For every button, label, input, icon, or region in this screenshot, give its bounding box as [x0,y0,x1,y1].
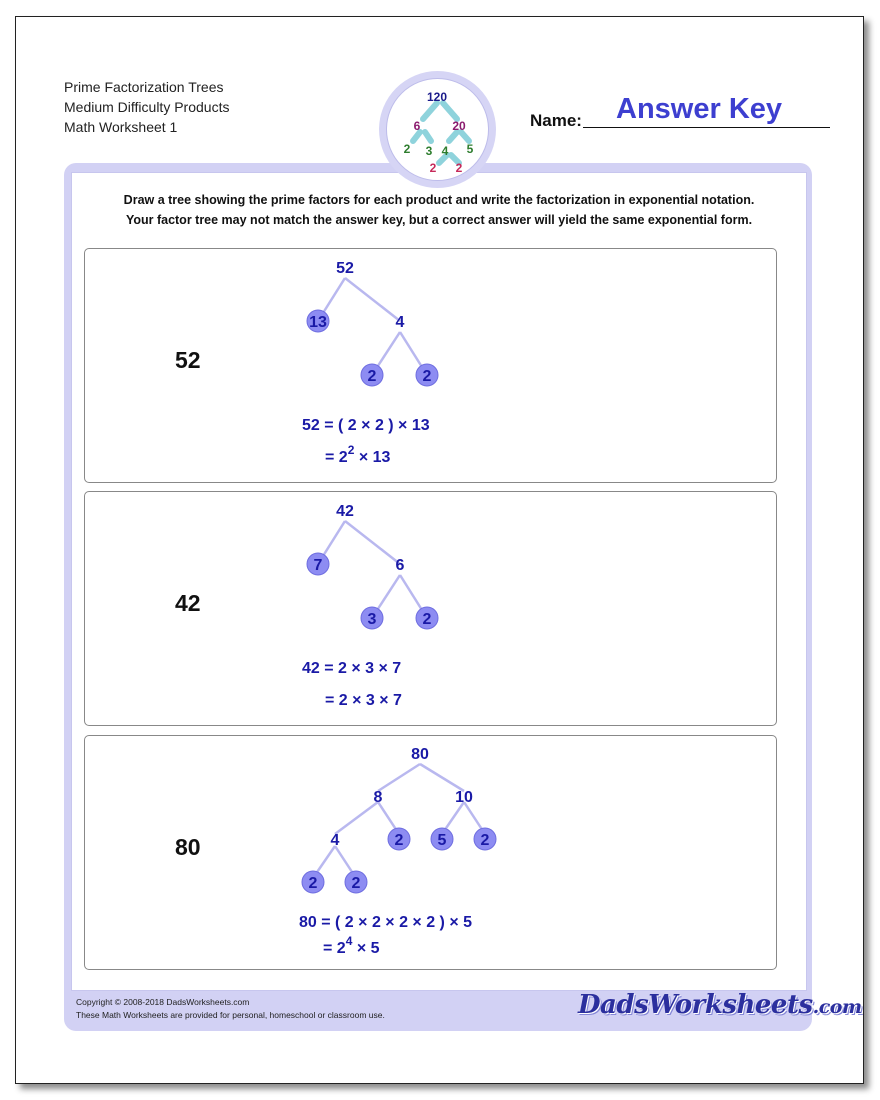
worksheet-header [64,77,229,137]
tree-node-composite: 6 [395,557,405,574]
tree-node-prime: 5 [437,832,447,849]
tree-node-prime: 2 [394,832,404,849]
tree-node-composite: 4 [330,832,340,849]
problem-box [84,735,777,970]
medallion-branch [425,132,431,141]
tree-node-prime: 2 [422,611,432,628]
medallion-leaf-number: 2 [429,161,437,175]
problem-box [84,491,777,726]
usage-note: These Math Worksheets are provided for personal, homeschool or classroom use. [76,1010,385,1020]
tree-branch [335,802,378,834]
medallion-branch [461,132,469,141]
worksheet-subtitle: Medium Difficulty Products [64,99,230,115]
tree-node-prime: 2 [367,368,377,385]
tree-node-composite: 42 [336,503,354,520]
medallion-leaf-number: 4 [441,144,449,158]
factorization-equation: 80 = ( 2 × 2 × 2 × 2 ) × 5 [299,914,473,931]
worksheet-number: Math Worksheet 1 [64,119,178,135]
problem-number: 52 [175,347,201,373]
medallion-tree [387,79,490,182]
tree-node-composite: 8 [373,789,383,806]
medallion-branch [413,132,420,141]
factorization-equation: 42 = 2 × 3 × 7 [302,660,402,677]
footer [76,996,385,1022]
exponential-form: = $2^2 \times 13$ [325,443,391,466]
problem-box [84,248,777,483]
tree-branch [345,521,400,564]
tree-node-prime: 2 [480,832,490,849]
instructions [72,190,806,230]
copyright-text: Copyright © 2008-2018 DadsWorksheets.com [76,997,250,1007]
exponential-form: = 2 × 3 × 7 [325,692,402,709]
medallion-leaf-number: 5 [466,142,474,156]
medallion-left-number: 6 [413,119,421,133]
tree-node-composite: 52 [336,260,354,277]
medallion-branch [443,103,457,119]
factor-tree [85,249,776,482]
dadsworksheets-logo[interactable]: DadsWorksheets.com [578,990,862,1020]
worksheet-title: Prime Factorization Trees [64,79,224,95]
tree-branch [345,278,400,321]
tree-node-prime: 3 [367,611,377,628]
factor-tree-medallion [379,71,496,188]
tree-branch [420,764,464,791]
name-underline [583,127,830,128]
medallion-leaf-number: 3 [425,144,433,158]
instructions-line: Your factor tree may not match the answer key, but a correct answer will yield the same exponential form. [125,213,753,227]
tree-node-prime: 2 [351,875,361,892]
exponential-form: = $2^4 \times 5$ [323,934,380,957]
medallion-branch [449,132,457,141]
tree-node-prime: 7 [313,557,323,574]
problem-number: 80 [175,834,201,860]
factor-tree [85,492,776,725]
tree-node-composite: 10 [455,789,473,806]
medallion-right-number: 20 [452,119,466,133]
factorization-equation: 52 = ( 2 × 2 ) × 13 [302,417,430,434]
tree-node-prime: 13 [309,314,327,331]
name-field [530,93,830,129]
medallion-root-number: 120 [426,90,448,104]
medallion-leaf-number: 2 [455,161,463,175]
instructions-line: Draw a tree showing the prime factors for each product and write the factorization in exponential notation. [123,193,755,207]
tree-node-composite: 80 [411,746,429,763]
tree-node-composite: 4 [395,314,405,331]
medallion-branch [423,103,437,119]
tree-branch [378,764,420,791]
answer-key-label: Answer Key [616,93,783,125]
tree-node-prime: 2 [308,875,318,892]
name-label: Name: [530,111,582,130]
factor-tree [85,736,776,969]
problem-number: 42 [175,590,201,616]
tree-node-prime: 2 [422,368,432,385]
medallion-leaf-number: 2 [403,142,411,156]
